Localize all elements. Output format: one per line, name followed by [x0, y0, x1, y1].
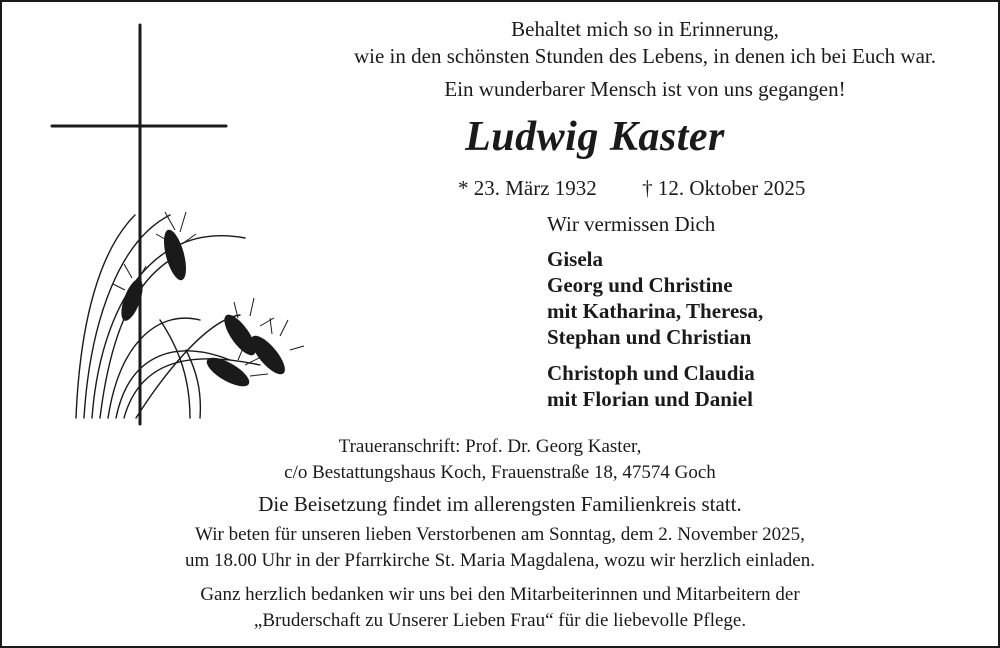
- mourner-line: Christoph und Claudia: [547, 361, 755, 385]
- mass-invitation: [0, 522, 1000, 574]
- quote-line: Behaltet mich so in Erinnerung,: [511, 17, 779, 41]
- mourner-line: Georg und Christine: [547, 273, 733, 297]
- address-line: c/o Bestattungshaus Koch, Frauenstraße 18, 47574 Goch: [284, 462, 716, 483]
- cross-with-wheat-icon: [40, 20, 310, 430]
- mass-line: Wir beten für unseren lieben Verstorbenen am Sonntag, dem 2. November 2025,: [195, 524, 805, 545]
- mourners-list: [547, 246, 763, 412]
- memorial-quote: [300, 16, 990, 70]
- burial-note: Die Beisetzung findet im allerengsten Familienkreis statt.: [258, 492, 742, 516]
- life-dates: [458, 176, 805, 201]
- intro-line: Ein wunderbarer Mensch ist von uns gegangen!: [444, 77, 846, 101]
- mourner-line: mit Katharina, Theresa,: [547, 299, 764, 323]
- thanks-line: „Bruderschaft zu Unserer Lieben Frau“ für die liebevolle Pflege.: [253, 610, 747, 631]
- mourner-line: mit Florian und Daniel: [547, 387, 753, 411]
- thanks-line: Ganz herzlich bedanken wir uns bei den Mitarbeiterinnen und Mitarbeitern der: [200, 584, 800, 605]
- quote-line: wie in den schönsten Stunden des Lebens, in denen ich bei Euch war.: [353, 44, 937, 68]
- mourning-address: [0, 434, 1000, 486]
- mourners-heading: Wir vermissen Dich: [547, 212, 716, 236]
- mourner-line: Gisela: [547, 247, 603, 271]
- death-date: † 12. Oktober 2025: [642, 176, 806, 200]
- address-line: Traueranschrift: Prof. Dr. Georg Kaster,: [338, 436, 642, 457]
- birth-date: * 23. März 1932: [458, 176, 597, 200]
- mass-line: um 18.00 Uhr in der Pfarrkirche St. Maria Magdalena, wozu wir herzlich einladen.: [185, 550, 815, 571]
- thanks-note: [0, 582, 1000, 634]
- mourner-line: Stephan und Christian: [547, 325, 752, 349]
- deceased-name: Ludwig Kaster: [465, 114, 725, 160]
